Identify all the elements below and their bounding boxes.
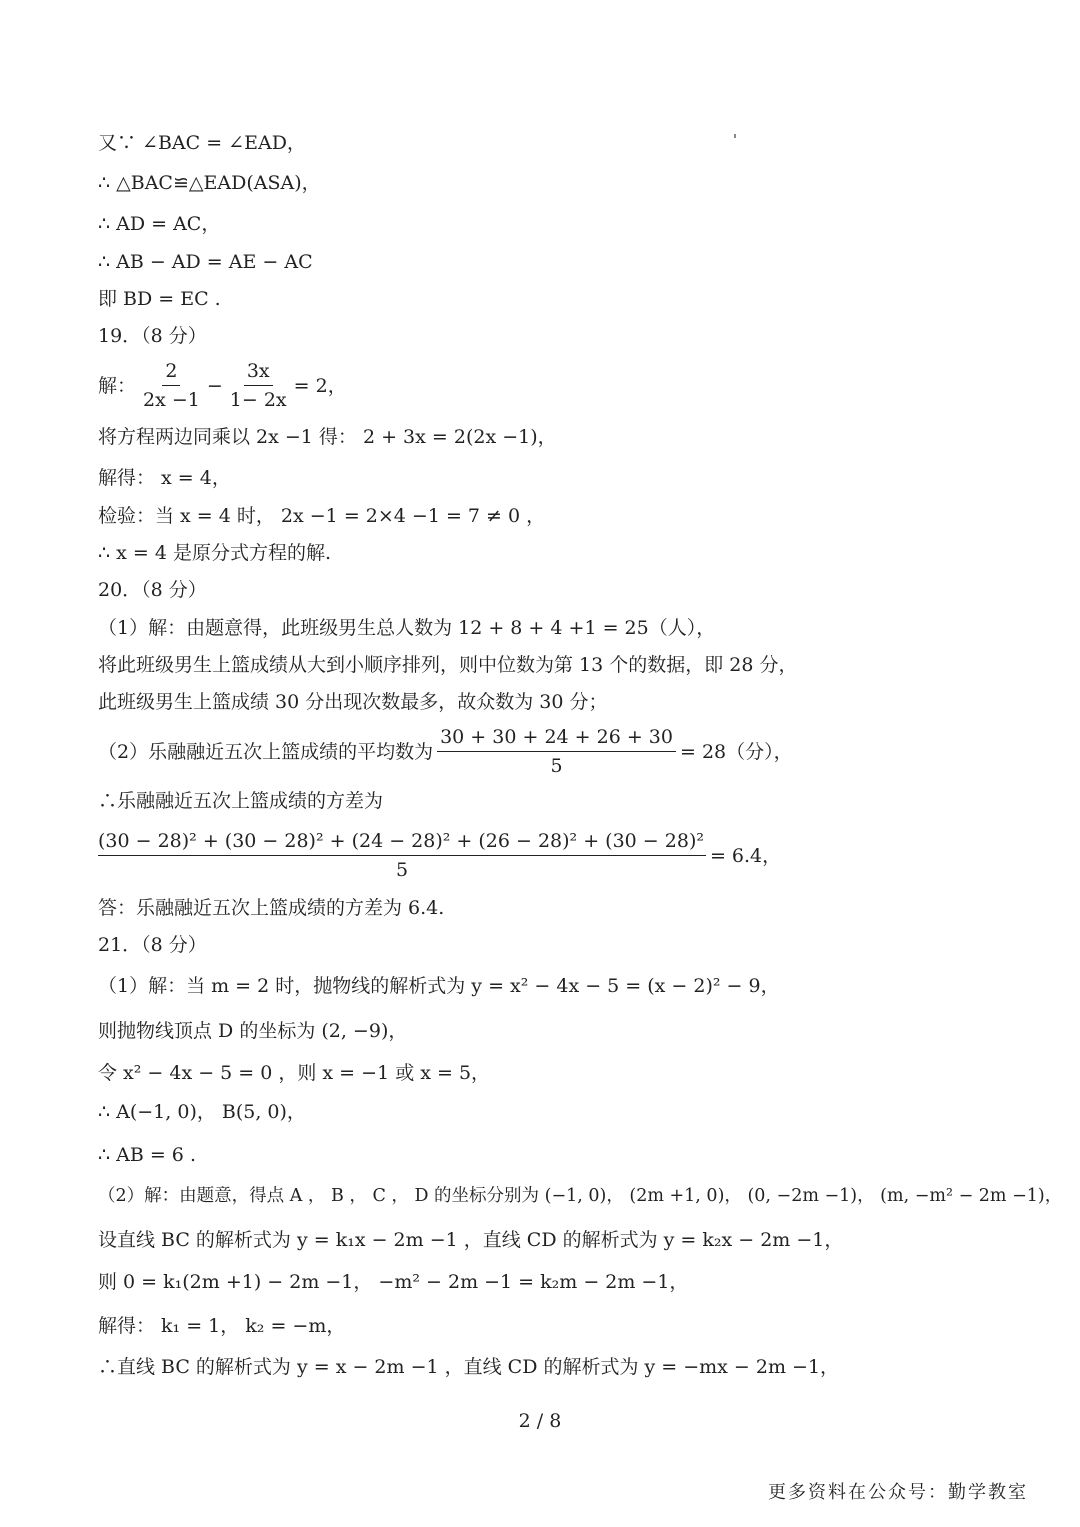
page-number: 2 / 8 <box>518 1410 562 1432</box>
text-line: ∴ △BAC≌△EAD(ASA)， <box>98 172 321 194</box>
text-line: 即 BD = EC . <box>98 288 221 310</box>
text-line: （1）解：由题意得，此班级男生总人数为 12 + 8 + 4 +1 = 25（人）， <box>98 617 716 639</box>
text-line: 将此班级男生上篮成绩从大到小顺序排列，则中位数为第 13 个的数据，即 28 分， <box>98 654 798 676</box>
equation-19 <box>98 360 347 411</box>
text-line: 解得： x = 4， <box>98 467 231 489</box>
question-heading-20: 20．（8 分） <box>98 579 207 601</box>
fraction-numerator: (30 − 28)² + (30 − 28)² + (24 − 28)² + (26 − 28)² + (30 − 28)² <box>98 830 706 856</box>
text-line: ∴直线 BC 的解析式为 y = x − 2m −1 ，直线 CD 的解析式为 y = −mx − 2m −1， <box>98 1356 840 1378</box>
question-heading-19: 19．（8 分） <box>98 325 207 347</box>
equation-rhs: = 2， <box>293 374 347 397</box>
fraction-numerator: 3x <box>244 360 273 386</box>
watermark-note: 更多资料在公众号：勤学教室 <box>768 1482 1028 1503</box>
fraction-numerator: 30 + 30 + 24 + 26 + 30 <box>437 726 676 752</box>
text-line: ∴乐融融近五次上篮成绩的方差为 <box>98 790 384 812</box>
equation-rhs: = 6.4， <box>709 844 782 867</box>
equation-prefix: 解： <box>98 374 137 397</box>
text-line: ∴ A(−1, 0)， B(5, 0)， <box>98 1101 306 1123</box>
scan-speck <box>734 134 736 138</box>
text-line: 检验：当 x = 4 时， 2x −1 = 2×4 −1 = 7 ≠ 0 ， <box>98 505 546 527</box>
question-heading-21: 21．（8 分） <box>98 934 207 956</box>
fraction-denominator: 1− 2x <box>229 389 287 411</box>
fraction-denominator: 5 <box>550 755 563 777</box>
text-line: 答：乐融融近五次上篮成绩的方差为 6.4. <box>98 897 445 919</box>
text-line: 则 0 = k₁(2m +1) − 2m −1， −m² − 2m −1 = k₂m − 2m −1， <box>98 1271 689 1293</box>
fraction-numerator: 2 <box>162 360 180 386</box>
text-line: ∴ AD = AC， <box>98 213 221 235</box>
mean-equation <box>98 726 793 777</box>
fraction <box>98 830 706 881</box>
fraction-denominator: 5 <box>395 859 409 881</box>
text-line: 设直线 BC 的解析式为 y = k₁x − 2m −1 ，直线 CD 的解析式为 y = k₂x − 2m −1， <box>98 1229 844 1251</box>
text-line: ∴ AB − AD = AE − AC <box>98 251 313 273</box>
fraction <box>140 360 203 411</box>
text-line: 则抛物线顶点 D 的坐标为 (2, −9)， <box>98 1020 408 1042</box>
text-line: （1）解：当 m = 2 时，抛物线的解析式为 y = x² − 4x − 5 = (x − 2)² − 9， <box>98 975 780 997</box>
text-line: （2）解：由题意，得点 A ， B ， C ， D 的坐标分别为 (−1, 0)， (2m +1, 0)， (0, −2m −1)， (m, −m² − 2m −1)， <box>98 1186 1063 1206</box>
variance-equation <box>98 830 781 881</box>
fraction <box>437 726 676 777</box>
text-line: 此班级男生上篮成绩 30 分出现次数最多，故众数为 30 分； <box>98 691 608 713</box>
fraction <box>227 360 290 411</box>
fraction-denominator: 2x −1 <box>143 389 200 411</box>
text-line: 令 x² − 4x − 5 = 0 ，则 x = −1 或 x = 5， <box>98 1062 491 1084</box>
equation-rhs: = 28（分）， <box>679 740 793 763</box>
text-line: ∴ AB = 6 . <box>98 1144 196 1166</box>
text-line: 又∵ ∠BAC = ∠EAD， <box>98 132 306 154</box>
operator: − <box>206 374 223 397</box>
equation-prefix: （2）乐融融近五次上篮成绩的平均数为 <box>98 740 434 763</box>
text-line: 解得： k₁ = 1， k₂ = −m， <box>98 1315 346 1337</box>
text-line: ∴ x = 4 是原分式方程的解. <box>98 542 332 564</box>
text-line: 将方程两边同乘以 2x −1 得： 2 + 3x = 2(2x −1)， <box>98 426 557 448</box>
